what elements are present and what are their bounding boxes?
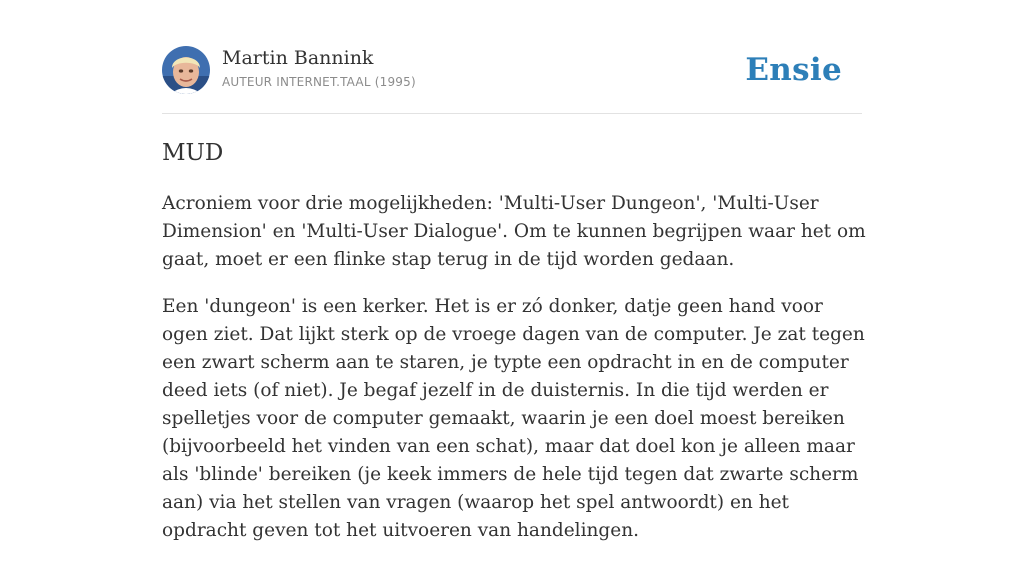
entry-paragraph: Acroniem voor drie mogelijkheden: 'Multi-User Dungeon', 'Multi-User Dimension' en 'Multi-User Dialogue'. Om te kunnen begrijpen waar het om gaat, moet er een flinke stap terug in de tijd worden gedaan. [162,193,866,270]
author-name[interactable]: Martin Bannink [222,47,374,69]
entry-body [162,190,867,564]
author-header [162,46,862,114]
entry-title: MUD [162,140,224,166]
ensie-logo[interactable]: Ensie [745,52,842,88]
avatar-photo [162,46,210,94]
author-avatar[interactable] [162,46,210,94]
author-meta: AUTEUR INTERNET.TAAL (1995) [222,75,416,89]
entry-paragraph: Een 'dungeon' is een kerker. Het is er zó donker, datje geen hand voor ogen ziet. Dat lijkt sterk op de vroege dagen van de computer. Je zat tegen een zwart scherm aan te staren, je typte een opdracht in en de computer deed iets (of niet). Je begaf jezelf in de duisternis. In die tijd werden er spelletjes voor de computer gemaakt, waarin je een doel moest bereiken (bijvoorbeeld het vinden van een schat), maar dat doel kon je alleen maar als 'blinde' bereiken (je keek immers de hele tijd tegen dat zwarte scherm aan) via het stellen van vragen (waarop het spel antwoordt) en het opdracht geven tot het uitvoeren van handelingen. [162,296,865,541]
